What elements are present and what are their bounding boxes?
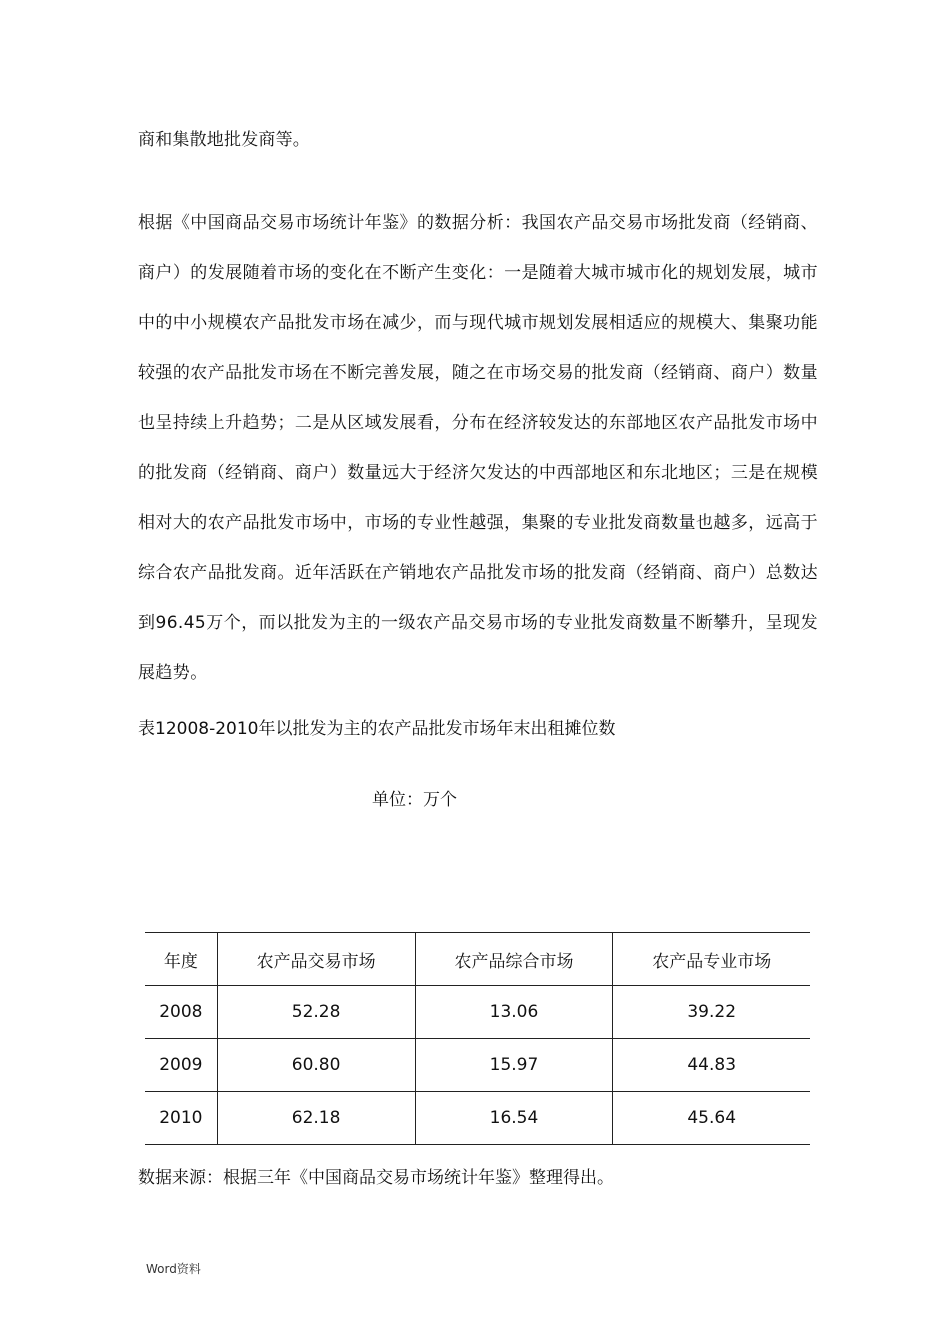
table-row (145, 986, 810, 1039)
header-trading-market: 农产品交易市场 (217, 933, 415, 986)
table-cell: 16.54 (415, 1092, 613, 1145)
table-unit-label: 单位：万个 (372, 790, 457, 810)
table-cell: 15.97 (415, 1039, 613, 1092)
header-year: 年度 (145, 933, 217, 986)
header-specialized-market: 农产品专业市场 (613, 933, 810, 986)
page-footer: Word资料 (146, 1262, 201, 1276)
table-cell: 44.83 (613, 1039, 810, 1092)
table-cell: 60.80 (217, 1039, 415, 1092)
table-cell: 52.28 (217, 986, 415, 1039)
table-row (145, 1039, 810, 1092)
table-cell: 13.06 (415, 986, 613, 1039)
body-paragraph: 根据《中国商品交易市场统计年鉴》的数据分析：我国农产品交易市场批发商（经销商、商户）的发展随着市场的变化在不断产生变化：一是随着大城市城市化的规划发展，城市中的中小规模农产品批发市场在减少，而与现代城市规划发展相适应的规模大、集聚功能较强的农产品批发市场在不断完善发展，随之在市场交易的批发商（经销商、商户）数量也呈持续上升趋势；二是从区域发展看，分布在经济较发达的东部地区农产品批发市场中的批发商（经销商、商户）数量远大于经济欠发达的中西部地区和东北地区；三是在规模相对大的农产品批发市场中，市场的专业性越强，集聚的专业批发商数量也越多，远高于综合农产品批发商。近年活跃在产销地农产品批发市场的批发商（经销商、商户）总数达到96.45万个，而以批发为主的一级农产品交易市场的专业批发商数量不断攀升，呈现发展趋势。 (138, 213, 818, 683)
table-cell: 39.22 (613, 986, 810, 1039)
table-cell: 2008 (145, 986, 217, 1039)
header-comprehensive-market: 农产品综合市场 (415, 933, 613, 986)
data-table (145, 932, 810, 1145)
table-caption: 表12008-2010年以批发为主的农产品批发市场年末出租摊位数 (138, 719, 616, 739)
table-row (145, 1092, 810, 1145)
table-header-row (145, 933, 810, 986)
continued-text-line: 商和集散地批发商等。 (138, 130, 310, 150)
table-cell: 62.18 (217, 1092, 415, 1145)
table-cell: 2010 (145, 1092, 217, 1145)
table-cell: 45.64 (613, 1092, 810, 1145)
table-cell: 2009 (145, 1039, 217, 1092)
data-source-note: 数据来源：根据三年《中国商品交易市场统计年鉴》整理得出。 (138, 1168, 614, 1188)
